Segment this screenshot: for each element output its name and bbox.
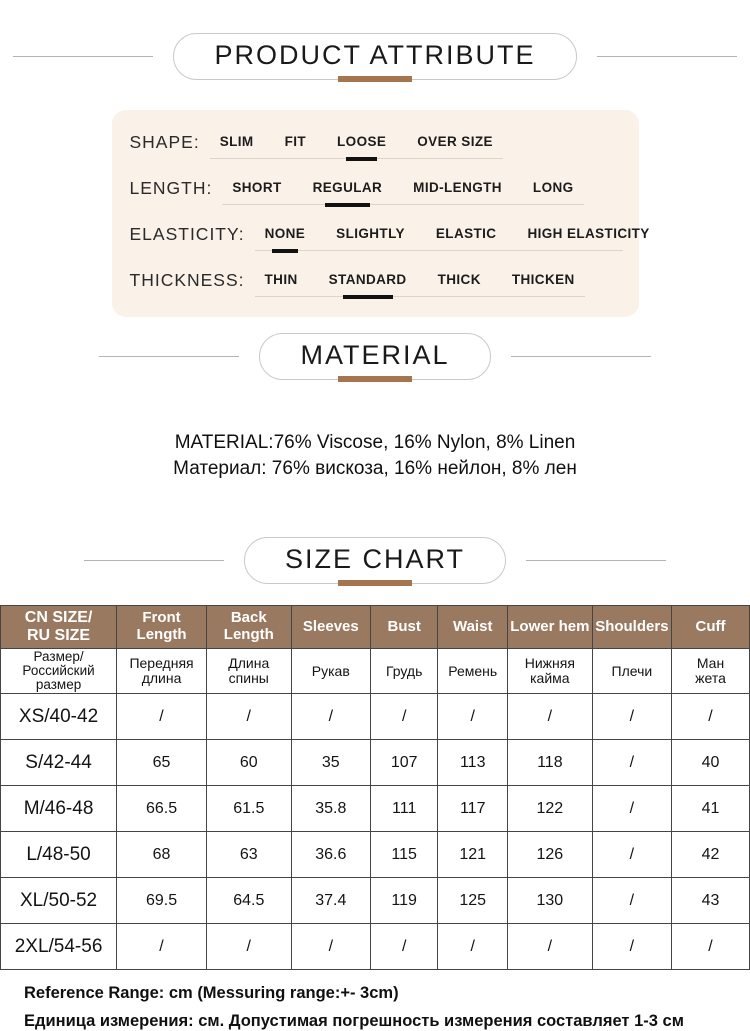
measurement-cell: 107 (370, 740, 437, 786)
column-header: Нижняя кайма (508, 649, 593, 694)
attribute-options (255, 272, 585, 297)
measurement-cell: 119 (370, 878, 437, 924)
measurement-cell: / (592, 832, 671, 878)
size-row (1, 694, 750, 740)
measurement-cell: 121 (438, 832, 508, 878)
column-header: Sleeves (291, 606, 370, 649)
attribute-options (222, 180, 583, 205)
attribute-option: LONG (532, 180, 574, 195)
material-line-en: MATERIAL:76% Viscose, 16% Nylon, 8% Linen (174, 432, 576, 453)
measurement-cell: / (291, 924, 370, 970)
attribute-row (130, 132, 623, 159)
attribute-option-selected: NONE (264, 226, 306, 241)
attribute-option: ELASTIC (435, 226, 497, 241)
measurement-cell: / (592, 740, 671, 786)
accent-bar (338, 580, 412, 586)
size-row (1, 832, 750, 878)
measurement-cell: / (438, 924, 508, 970)
measurement-cell: 41 (672, 786, 750, 832)
attribute-row (130, 178, 623, 205)
measurement-cell: / (370, 694, 437, 740)
table-header-row-ru (1, 649, 750, 694)
measurement-cell: / (206, 694, 291, 740)
column-header: Рукав (291, 649, 370, 694)
section-header-product-attribute (0, 0, 750, 80)
size-chart-title: SIZE CHART (284, 544, 466, 575)
measurement-cell: 117 (438, 786, 508, 832)
attribute-panel (112, 110, 650, 317)
attribute-option: MID-LENGTH (413, 180, 502, 195)
attribute-options (210, 134, 503, 159)
measurement-cell: 130 (508, 878, 593, 924)
decor-line-left (99, 356, 239, 357)
measurement-cell: 115 (370, 832, 437, 878)
measurement-cell: 126 (508, 832, 593, 878)
attribute-option: FIT (284, 134, 307, 149)
attribute-option-selected: REGULAR (312, 180, 383, 195)
material-pill (259, 333, 490, 380)
measurement-cell: / (672, 694, 750, 740)
footer-note-ru: Единица измерения: см. Допустимая погрешность измерения составляет 1-3 см (24, 1012, 684, 1031)
measurement-cell: 125 (438, 878, 508, 924)
material-line-ru: Материал: 76% вискоза, 16% нейлон, 8% лен (173, 457, 577, 479)
column-header: Waist (438, 606, 508, 649)
attribute-option: SLIGHTLY (336, 226, 405, 241)
measurement-cell: 65 (117, 740, 207, 786)
column-header: CN SIZE/ RU SIZE (1, 606, 117, 649)
table-header-row-en (1, 606, 750, 649)
column-header: Cuff (672, 606, 750, 649)
footer-notes (24, 984, 750, 1031)
attribute-options (255, 226, 650, 251)
measurement-cell: 63 (206, 832, 291, 878)
attribute-option: OVER SIZE (417, 134, 493, 149)
measurement-cell: / (291, 694, 370, 740)
column-header: Front Length (117, 606, 207, 649)
size-label-cell: XS/40-42 (1, 694, 117, 740)
attribute-row (129, 224, 650, 251)
attribute-option: THIN (264, 272, 298, 287)
decor-line-right (511, 356, 651, 357)
measurement-cell: / (438, 694, 508, 740)
size-chart-pill (244, 537, 506, 584)
size-label-cell: L/48-50 (1, 832, 117, 878)
material-composition (0, 430, 750, 481)
product-attribute-pill (173, 33, 576, 80)
accent-bar (338, 76, 412, 82)
attribute-option: HIGH ELASTICITY (527, 226, 650, 241)
column-header: Размер/ Российский размер (1, 649, 117, 694)
size-table-head (1, 606, 750, 694)
measurement-cell: 42 (672, 832, 750, 878)
measurement-cell: / (117, 694, 207, 740)
measurement-cell: 118 (508, 740, 593, 786)
size-label-cell: S/42-44 (1, 740, 117, 786)
measurement-cell: 36.6 (291, 832, 370, 878)
measurement-cell: / (592, 924, 671, 970)
measurement-cell: 40 (672, 740, 750, 786)
section-header-size-chart (0, 537, 750, 584)
column-header: Ремень (438, 649, 508, 694)
decor-line-left (13, 56, 153, 57)
decor-line-right (526, 560, 666, 561)
attribute-option: SHORT (232, 180, 282, 195)
column-header: Передняя длина (117, 649, 207, 694)
attribute-option-selected: LOOSE (337, 134, 387, 149)
measurement-cell: 37.4 (291, 878, 370, 924)
attribute-label: ELASTICITY: (129, 224, 245, 244)
size-label-cell: 2XL/54-56 (1, 924, 117, 970)
measurement-cell: 35 (291, 740, 370, 786)
measurement-cell: / (370, 924, 437, 970)
attribute-option: THICK (437, 272, 481, 287)
size-table-body (1, 694, 750, 970)
attribute-row (130, 270, 623, 297)
column-header: Back Length (206, 606, 291, 649)
size-row (1, 924, 750, 970)
measurement-cell: / (508, 694, 593, 740)
measurement-cell: / (117, 924, 207, 970)
column-header: Длина спины (206, 649, 291, 694)
accent-bar (338, 376, 412, 382)
measurement-cell: 66.5 (117, 786, 207, 832)
column-header: Bust (370, 606, 437, 649)
size-label-cell: XL/50-52 (1, 878, 117, 924)
decor-line-right (597, 56, 737, 57)
measurement-cell: 61.5 (206, 786, 291, 832)
measurement-cell: / (592, 878, 671, 924)
column-header: Плечи (592, 649, 671, 694)
size-chart-table (0, 605, 750, 970)
attribute-label: THICKNESS: (129, 270, 245, 290)
product-attribute-title: PRODUCT ATTRIBUTE (214, 40, 536, 70)
measurement-cell: 69.5 (117, 878, 207, 924)
measurement-cell: 122 (508, 786, 593, 832)
column-header: Shoulders (592, 606, 671, 649)
size-row (1, 786, 750, 832)
column-header: Грудь (370, 649, 437, 694)
decor-line-left (84, 560, 224, 561)
attribute-label: LENGTH: (129, 178, 213, 198)
measurement-cell: 43 (672, 878, 750, 924)
size-row (1, 740, 750, 786)
measurement-cell: / (592, 694, 671, 740)
measurement-cell: / (592, 786, 671, 832)
footer-note-en: Reference Range: cm (Messuring range:+- 3cm) (24, 984, 399, 1003)
size-row (1, 878, 750, 924)
section-header-material (0, 333, 750, 380)
measurement-cell: 111 (370, 786, 437, 832)
measurement-cell: 68 (117, 832, 207, 878)
material-title: MATERIAL (300, 340, 450, 370)
attribute-option: THICKEN (511, 272, 575, 287)
measurement-cell: / (672, 924, 750, 970)
column-header: Ман жета (672, 649, 750, 694)
attribute-option-selected: STANDARD (328, 272, 407, 287)
measurement-cell: / (206, 924, 291, 970)
measurement-cell: 113 (438, 740, 508, 786)
attribute-label: SHAPE: (129, 132, 200, 152)
attribute-option: SLIM (219, 134, 254, 149)
measurement-cell: 64.5 (206, 878, 291, 924)
measurement-cell: 35.8 (291, 786, 370, 832)
column-header: Lower hem (508, 606, 593, 649)
measurement-cell: / (508, 924, 593, 970)
measurement-cell: 60 (206, 740, 291, 786)
size-label-cell: M/46-48 (1, 786, 117, 832)
